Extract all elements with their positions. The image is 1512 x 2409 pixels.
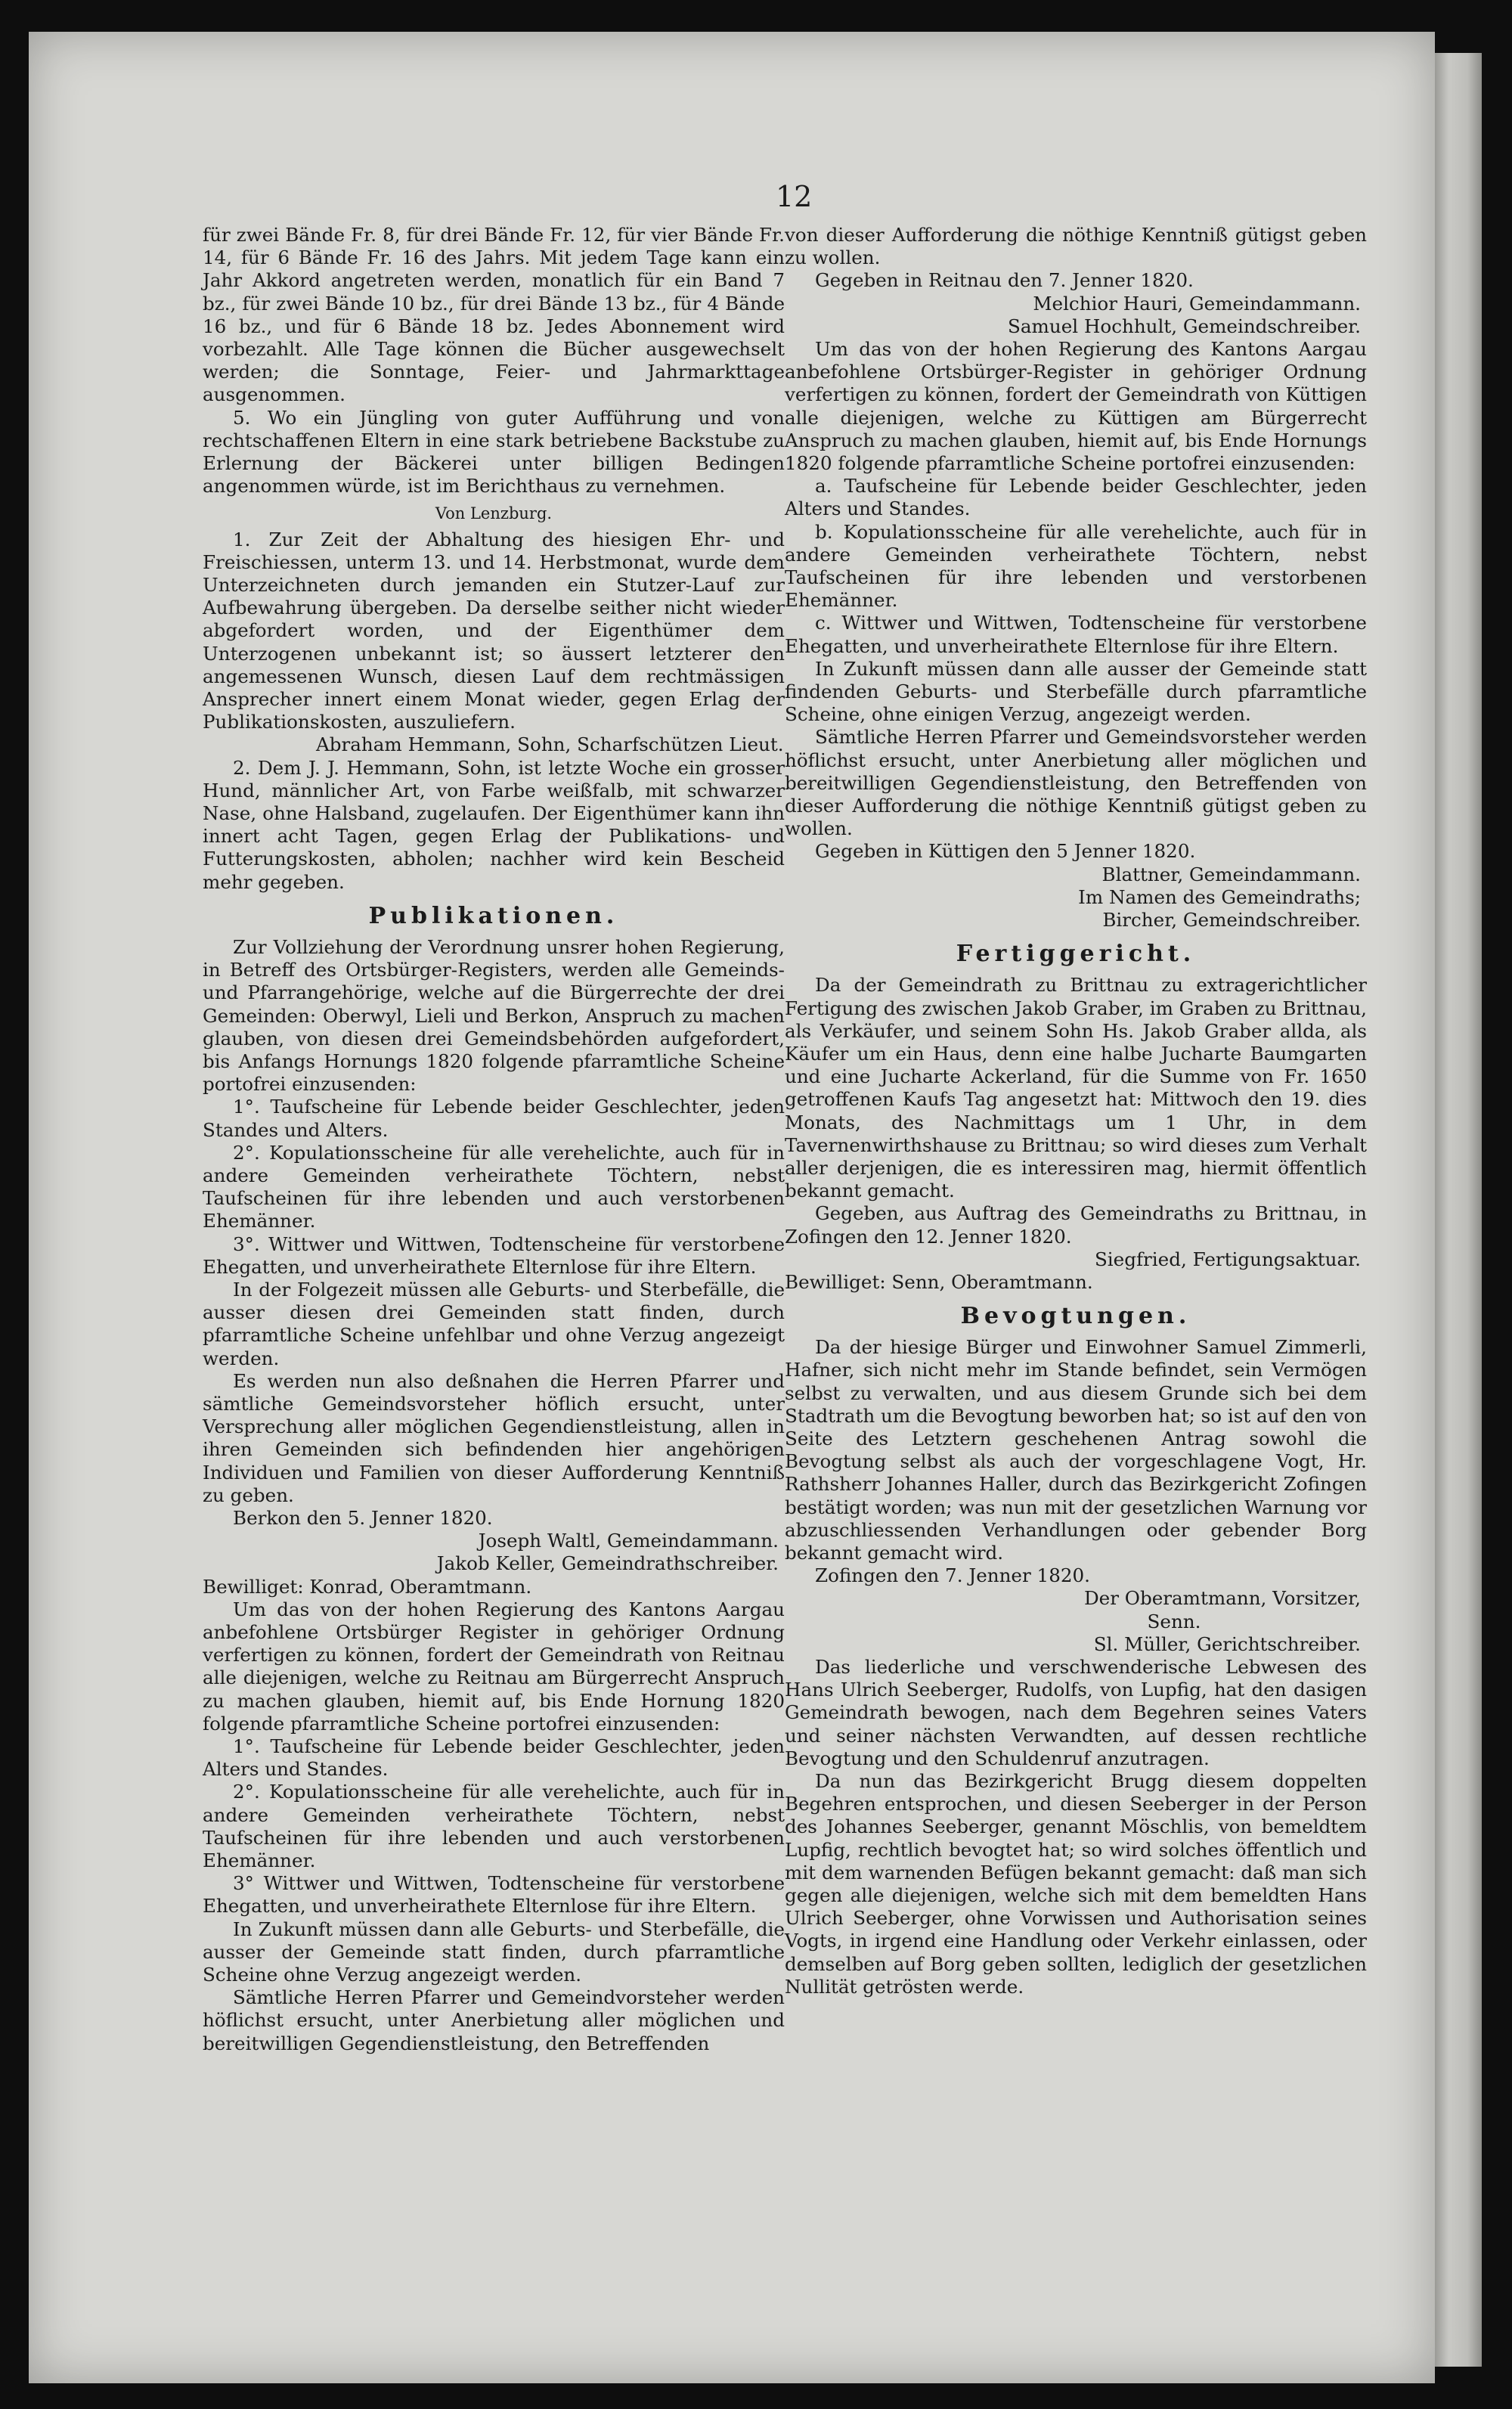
paragraph: 5. Wo ein Jüngling von guter Aufführung und von rechtschaffenen Eltern in eine stark betriebene Backstube zu Erlernung der Bäckerei unter billigen Bedingen angenommen würde, ist im Berichthaus zu vernehmen. — [203, 406, 785, 498]
signature: Der Oberamtmann, Vorsitzer, — [1083, 1587, 1361, 1610]
signature: Senn. — [1147, 1610, 1201, 1632]
paragraph: In Zukunft müssen dann alle ausser der Gemeinde statt findenden Geburts- und Sterbefälle durch pfarramtliche Scheine, ohne einigen Verzug, angezeigt werden. — [785, 657, 1367, 726]
date-line: Berkon den 5. Jenner 1820. — [233, 1506, 493, 1529]
paragraph: Da der hiesige Bürger und Einwohner Samuel Zimmerli, Hafner, sich nicht mehr im Stande befindet, sein Vermögen selbst zu verwalten, und aus diesem Grunde sich bei dem Stadtrath um die Bevogtung beworben hat; so ist auf den von Seite des Letztern geschehenen Antrag sowohl die Bevogtung selbst als auch der vorgeschlagene Vogt, Hr. Rathsherr Johannes Haller, durch das Bezirkgericht Zofingen bestätigt worden; was nun mit der gesetzlichen Warnung vor abzuschliessenden Verhandlungen oder gebender Borg bekannt gemacht wird. — [785, 1336, 1367, 1564]
signature: Bircher, Gemeindschreiber. — [1102, 909, 1361, 932]
paragraph: von dieser Aufforderung die nöthige Kenntniß gütigst geben zu wollen. — [785, 224, 1367, 269]
paragraph: 1. Zur Zeit der Abhaltung des hiesigen Ehr- und Freischiessen, unterm 13. und 14. Herbstmonat, wurde dem Unterzeichneten durch jemanden ein Stutzer-Lauf zur Aufbewahrung übergeben. Da derselbe seither nicht wieder abgefordert worden, und der Eigenthümer dem Unterzogenen unbekannt ist; so äussert letzterer den angemessenen Wunsch, diesen Lauf dem rechtmässigen Ansprecher innert einem Monat wieder, gegen Erlag der Publikationskosten, auszuliefern. — [203, 528, 785, 733]
left-column — [203, 224, 785, 2055]
paragraph: 3° Wittwer und Wittwen, Todtenscheine für verstorbene Ehegatten, und unverheirathete Elternlose für ihre Eltern. — [203, 1872, 785, 1918]
paragraph: Sämtliche Herren Pfarrer und Gemeindvorsteher werden höflichst ersucht, unter Anerbietung aller möglichen und bereitwilligen Gegendienstleistung, den Betreffenden — [203, 1986, 785, 2054]
signature: Im Namen des Gemeindraths; — [1078, 885, 1361, 908]
paragraph: Um das von der hohen Regierung des Kantons Aargau anbefohlene Ortsbürger Register in gehöriger Ordnung verfertigen zu können, fordert der Gemeindrath von Reitnau alle diejenigen, welche zu Reitnau am Bürgerrecht Anspruch zu machen glauben, hiemit auf, bis Ende Hornung 1820 folgende pfarramtliche Scheine portofrei einzusenden: — [203, 1598, 785, 1735]
paragraph: Da nun das Bezirkgericht Brugg diesem doppelten Begehren entsprochen, und diesen Seeberger in der Person des Johannes Seeberger, genannt Möschlis, von bemeldtem Lupfig, rechtlich bevogtet hat; so wird solches öffentlich und mit dem warnenden Befügen bekannt gemacht: daß man sich gegen alle diejenigen, welche sich mit dem bemeldten Hans Ulrich Seeberger, ohne Vorwissen und Authorisation seines Vogts, in irgend eine Handlung oder Verkehr einlassen, oder demselben auf Borg geben sollten, lediglich der gesetzlichen Nullität getrösten werde. — [785, 1770, 1367, 1998]
page-number: 12 — [776, 180, 813, 213]
signature: Samuel Hochhult, Gemeindschreiber. — [1008, 315, 1361, 337]
date-line: Zofingen den 7. Jenner 1820. — [815, 1564, 1090, 1587]
paragraph: Zur Vollziehung der Verordnung unsrer hohen Regierung, in Betreff des Ortsbürger-Registers, werden alle Gemeinds- und Pfarrangehörige, welche auf die Bürgerrechte der drei Gemeinden: Oberwyl, Lieli und Berkon, Anspruch zu machen glauben, von diesen drei Gemeindsbehörden aufgefordert, bis Anfangs Hornungs 1820 folgende pfarramtliche Scheine portofrei einzusenden: — [203, 935, 785, 1096]
signature: Jakob Keller, Gemeindrathschreiber. — [436, 1552, 779, 1575]
paragraph: Um das von der hohen Regierung des Kantons Aargau anbefohlene Ortsbürger-Register in gehöriger Ordnung verfertigen zu können, fordert der Gemeindrath von Küttigen alle diejenigen, welche zu Küttigen am Bürgerrecht Anspruch zu machen glauben, hiemit auf, bis Ende Hornungs 1820 folgende pfarramtliche Scheine portofrei einzusenden: — [785, 338, 1367, 475]
signature: Sl. Müller, Gerichtschreiber. — [1093, 1632, 1361, 1655]
paragraph: für zwei Bände Fr. 8, für drei Bände Fr. 12, für vier Bände Fr. 14, für 6 Bände Fr. 16 des Jahrs. Mit jedem Tage kann ein Jahr Akkord angetreten werden, monatlich für ein Band 7 bz., für zwei Bände 10 bz., für drei Bände 13 bz., für 4 Bände 16 bz., und für 6 Bände 18 bz. Jedes Abonnement wird vorbezahlt. Alle Tage können die Bücher ausgewechselt werden; die Sonntage, Feier- und Jahrmarkttage ausgenommen. — [203, 224, 785, 406]
paragraph: Das liederliche und verschwenderische Lebwesen des Hans Ulrich Seeberger, Rudolfs, von Lupfig, hat den dasigen Gemeindrath bewogen, nach dem Begehren seines Vaters und seiner nächsten Verwandten, auf dessen rechtliche Bevogtung und den Schuldenruf anzutragen. — [785, 1655, 1367, 1769]
approval-line: Bewilliget: Senn, Oberamtmann. — [785, 1270, 1093, 1293]
heading-bevogtungen: Bevogtungen. — [960, 1303, 1191, 1330]
paragraph: Es werden nun also deßnahen die Herren Pfarrer und sämtliche Gemeindsvorsteher höflich ersucht, unter Versprechung aller möglichen Gegendienstleistung, allen in ihren Gemeinden sich befindenden hier angehörigen Individuen und Familien von dieser Aufforderung Kenntniß zu geben. — [203, 1369, 785, 1506]
paragraph: 2°. Kopulationsscheine für alle verehelichte, auch für in andere Gemeinden verheirathete Töchtern, nebst Taufscheinen für ihre lebenden und auch verstorbenen Ehemänner. — [203, 1781, 785, 1872]
heading-publikationen: Publikationen. — [368, 902, 619, 929]
paragraph: 1°. Taufscheine für Lebende beider Geschlechter, jeden Standes und Alters. — [203, 1096, 785, 1141]
page-edge — [1435, 53, 1482, 2367]
paragraph: In Zukunft müssen dann alle Geburts- und Sterbefälle, die ausser der Gemeinde statt finden, durch pfarramtliche Scheine ohne Verzug angezeigt werden. — [203, 1918, 785, 1986]
heading-fertiggericht: Fertiggericht. — [956, 941, 1196, 968]
paragraph: Da der Gemeindrath zu Brittnau zu extragerichtlicher Fertigung des zwischen Jakob Graber, im Graben zu Brittnau, als Verkäufer, und seinem Sohn Hs. Jakob Graber allda, als Käufer um ein Haus, denn eine halbe Jucharte Baumgarten und eine Jucharte Ackerland, für die Summe von Fr. 1650 getroffenen Kaufs Tag angesetzt hat: Mittwoch den 19. dies Monats, des Nachmittags um 1 Uhr, in dem Tavernenwirthshause zu Brittnau; so wird dieses zum Verhalt aller derjenigen, die es interessiren mag, hiermit öffentlich bekannt gemacht. — [785, 974, 1367, 1202]
paragraph: b. Kopulationsscheine für alle verehelichte, auch für in andere Gemeinden verheirathete Töchtern, nebst Taufscheinen für ihre lebenden und verstorbenen Ehemänner. — [785, 520, 1367, 612]
signature: Siegfried, Fertigungsaktuar. — [1094, 1248, 1361, 1270]
paragraph: a. Taufscheine für Lebende beider Geschlechter, jeden Alters und Standes. — [785, 475, 1367, 520]
right-column — [785, 224, 1367, 1998]
date-line: Gegeben in Küttigen den 5 Jenner 1820. — [815, 840, 1196, 863]
paragraph: Gegeben, aus Auftrag des Gemeindraths zu Brittnau, in Zofingen den 12. Jenner 1820. — [785, 1202, 1367, 1248]
paragraph: 1°. Taufscheine für Lebende beider Geschlechter, jeden Alters und Standes. — [203, 1735, 785, 1781]
section-heading-lenzburg: Von Lenzburg. — [435, 504, 553, 523]
date-line: Gegeben in Reitnau den 7. Jenner 1820. — [815, 269, 1194, 292]
signature: Melchior Hauri, Gemeindammann. — [1033, 292, 1361, 315]
paragraph: c. Wittwer und Wittwen, Todtenscheine für verstorbene Ehegatten, und unverheirathete Elternlose für ihre Eltern. — [785, 612, 1367, 657]
paragraph: In der Folgezeit müssen alle Geburts- und Sterbefälle, die ausser diesen drei Gemeinden statt finden, durch pfarramtliche Scheine unfehlbar und ohne Verzug angezeigt werden. — [203, 1278, 785, 1369]
paragraph: Sämtliche Herren Pfarrer und Gemeindsvorsteher werden höflichst ersucht, unter Anerbietung aller möglichen und bereitwilligen Gegendienstleistung, den Betreffenden von dieser Aufforderung die nöthige Kenntniß gütigst geben zu wollen. — [785, 726, 1367, 840]
paragraph: 3°. Wittwer und Wittwen, Todtenscheine für verstorbene Ehegatten, und unverheirathete Elternlose für ihre Eltern. — [203, 1232, 785, 1278]
paragraph: 2°. Kopulationsscheine für alle verehelichte, auch für in andere Gemeinden verheirathete Töchtern, nebst Taufscheinen für ihre lebenden und auch verstorbenen Ehemänner. — [203, 1141, 785, 1232]
signature: Abraham Hemmann, Sohn, Scharfschützen Lieut. — [316, 733, 784, 756]
approval-line: Bewilliget: Konrad, Oberamtmann. — [203, 1575, 532, 1598]
signature: Blattner, Gemeindammann. — [1101, 863, 1361, 885]
paragraph: 2. Dem J. J. Hemmann, Sohn, ist letzte Woche ein grosser Hund, männlicher Art, von Farbe weißfalb, mit schwarzer Nase, ohne Halsband, zugelaufen. Der Eigenthümer kann ihn innert acht Tagen, gegen Erlag der Publikations- und Futterungskosten, abholen; nachher wird kein Bescheid mehr gegeben. — [203, 756, 785, 893]
signature: Joseph Waltl, Gemeindammann. — [478, 1530, 779, 1552]
